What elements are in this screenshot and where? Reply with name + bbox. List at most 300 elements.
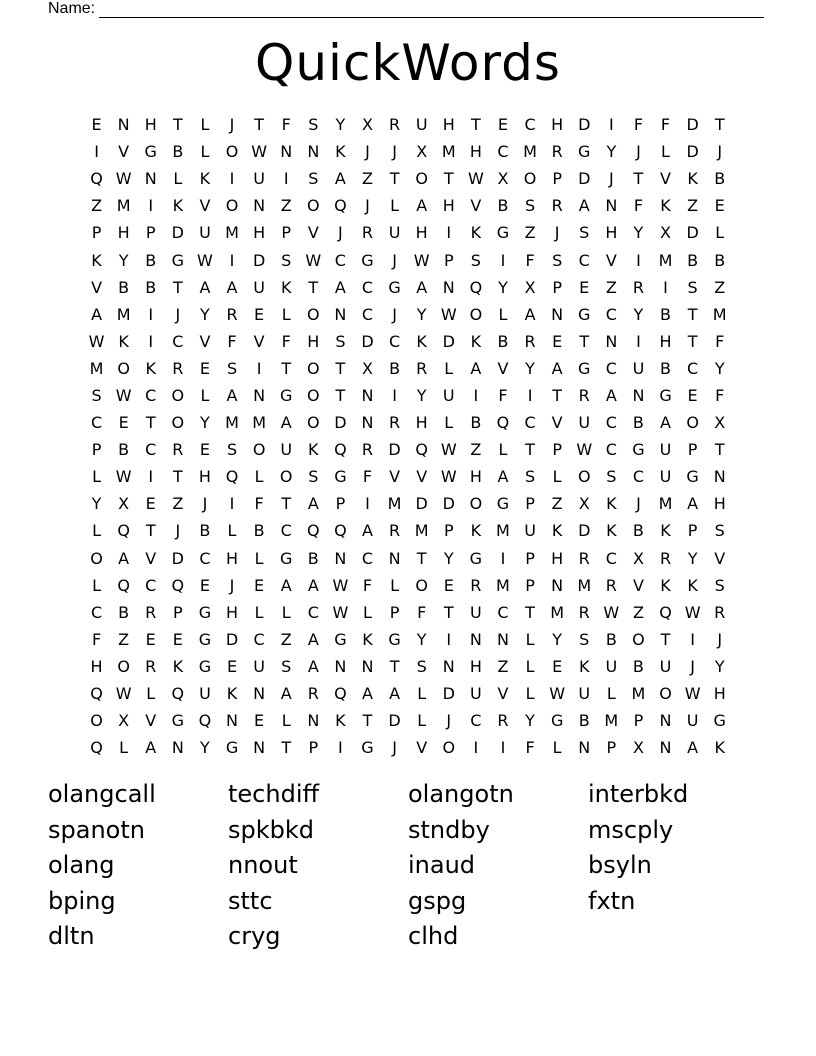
word-list-item: inaud xyxy=(408,851,476,879)
grid-letter: R xyxy=(497,711,509,731)
grid-letter: Z xyxy=(605,277,617,297)
grid-letter: P xyxy=(552,169,562,189)
grid-letter: P xyxy=(552,277,562,297)
grid-letter: M xyxy=(577,575,592,595)
grid-letter: O xyxy=(225,196,239,216)
grid-letter: N xyxy=(144,169,157,189)
grid-letter: F xyxy=(715,385,725,405)
grid-letter: V xyxy=(551,413,563,433)
grid-letter: E xyxy=(687,385,698,405)
grid-letter: I xyxy=(446,629,452,649)
grid-letter: K xyxy=(118,331,129,351)
grid-letter: R xyxy=(172,358,184,378)
grid-letter: H xyxy=(551,548,564,568)
word-list-item: gspg xyxy=(408,886,467,915)
grid-letter: W xyxy=(115,385,132,405)
grid-letter: Y xyxy=(633,304,644,324)
grid-letter: T xyxy=(443,169,454,189)
grid-letter: D xyxy=(171,548,184,568)
grid-letter: D xyxy=(225,629,239,649)
grid-letter: J xyxy=(365,196,370,216)
grid-letter: D xyxy=(442,684,455,704)
grid-letter: R xyxy=(524,331,536,351)
grid-letter: L xyxy=(200,115,210,135)
grid-letter: S xyxy=(226,440,238,460)
word-list-item: nnout xyxy=(228,851,298,879)
grid-letter: Y xyxy=(416,629,427,649)
grid-letter: C xyxy=(90,602,103,622)
grid-letter: K xyxy=(199,169,211,189)
grid-letter: T xyxy=(172,115,183,135)
grid-letter: I xyxy=(365,494,370,514)
grid-letter: U xyxy=(253,656,265,676)
grid-letter: D xyxy=(171,223,184,243)
grid-letter: B xyxy=(253,521,265,541)
grid-letter: C xyxy=(90,413,103,433)
grid-letter: I xyxy=(338,738,343,758)
grid-letter: I xyxy=(229,250,235,270)
grid-letter: W xyxy=(549,684,566,704)
grid-letter: Y xyxy=(335,115,346,135)
grid-letter: K xyxy=(280,277,292,297)
grid-letter: M xyxy=(225,223,239,243)
grid-letter: M xyxy=(631,684,646,704)
grid-letter: M xyxy=(116,304,131,324)
grid-letter: R xyxy=(578,548,590,568)
grid-letter: I xyxy=(608,115,614,135)
grid-letter: T xyxy=(525,440,535,460)
grid-letter: G xyxy=(713,711,726,731)
grid-letter: N xyxy=(334,548,347,568)
grid-letter: Y xyxy=(525,358,535,378)
grid-letter: F xyxy=(362,467,373,487)
grid-letter: C xyxy=(524,115,536,135)
grid-letter: D xyxy=(686,142,699,162)
grid-letter: W xyxy=(88,331,105,351)
grid-letter: G xyxy=(659,385,672,405)
grid-letter: V xyxy=(199,196,211,216)
grid-letter: C xyxy=(172,331,184,351)
grid-letter: F xyxy=(227,331,237,351)
grid-letter: X xyxy=(660,223,671,243)
grid-letter: G xyxy=(361,250,374,270)
grid-letter: F xyxy=(633,115,644,135)
word-list-item: mscply xyxy=(588,815,674,844)
grid-letter: K xyxy=(335,711,346,731)
grid-letter: T xyxy=(389,656,400,676)
grid-letter: L xyxy=(444,358,454,378)
grid-letter: A xyxy=(578,196,590,216)
grid-letter: W xyxy=(440,467,457,487)
grid-letter: Y xyxy=(118,250,129,270)
grid-letter: J xyxy=(392,250,397,270)
grid-letter: Y xyxy=(200,304,210,324)
grid-letter: H xyxy=(551,115,564,135)
grid-letter: K xyxy=(470,521,482,541)
grid-letter: U xyxy=(442,385,455,405)
grid-letter: Q xyxy=(198,711,212,731)
grid-letter: L xyxy=(254,548,264,568)
word-list-item: bsyln xyxy=(588,851,652,879)
grid-letter: K xyxy=(335,142,346,162)
grid-letter: L xyxy=(417,684,427,704)
grid-letter: S xyxy=(308,115,319,135)
grid-letter: K xyxy=(416,331,427,351)
grid-letter: D xyxy=(578,169,591,189)
grid-letter: O xyxy=(279,467,293,487)
grid-letter: Z xyxy=(172,494,184,514)
grid-letter: V xyxy=(307,223,319,243)
grid-letter: B xyxy=(660,304,671,324)
grid-letter: H xyxy=(307,331,320,351)
grid-letter: H xyxy=(713,494,726,514)
grid-letter: B xyxy=(199,521,211,541)
grid-letter: A xyxy=(416,277,428,297)
grid-letter: O xyxy=(307,304,320,324)
grid-letter: K xyxy=(91,250,102,270)
grid-letter: Z xyxy=(524,223,536,243)
grid-letter: V xyxy=(145,711,157,731)
grid-letter: O xyxy=(225,142,239,162)
grid-letter: L xyxy=(525,656,535,676)
grid-letter: Z xyxy=(91,196,103,216)
grid-letter: C xyxy=(307,602,319,622)
grid-letter: I xyxy=(148,304,154,324)
grid-letter: O xyxy=(415,169,428,189)
grid-letter: W xyxy=(684,684,701,704)
grid-letter: Y xyxy=(714,656,725,676)
grid-letter: T xyxy=(172,277,183,297)
grid-letter: L xyxy=(254,467,264,487)
grid-letter: N xyxy=(361,413,374,433)
grid-letter: C xyxy=(687,358,699,378)
grid-letter: L xyxy=(200,385,210,405)
grid-letter: P xyxy=(173,602,183,622)
grid-letter: U xyxy=(632,358,645,378)
grid-letter: C xyxy=(605,440,617,460)
grid-letter: M xyxy=(658,250,673,270)
grid-letter: C xyxy=(280,521,292,541)
grid-letter: L xyxy=(227,521,237,541)
word-list-item: olangotn xyxy=(408,780,514,808)
grid-letter: T xyxy=(281,358,292,378)
grid-letter: N xyxy=(171,738,184,758)
grid-letter: I xyxy=(690,629,695,649)
grid-letter: B xyxy=(632,656,644,676)
grid-letter: R xyxy=(145,656,157,676)
grid-letter: N xyxy=(659,738,672,758)
grid-letter: P xyxy=(552,440,562,460)
grid-letter: L xyxy=(715,223,725,243)
grid-letter: V xyxy=(118,142,130,162)
grid-letter: S xyxy=(416,656,427,676)
grid-letter: Z xyxy=(280,196,292,216)
grid-letter: R xyxy=(389,115,401,135)
grid-letter: M xyxy=(387,494,402,514)
grid-letter: E xyxy=(497,115,508,135)
grid-letter: N xyxy=(551,575,564,595)
grid-letter: X xyxy=(497,169,509,189)
grid-letter: K xyxy=(362,629,373,649)
grid-letter: C xyxy=(334,250,346,270)
grid-letter: X xyxy=(362,358,373,378)
grid-letter: J xyxy=(175,304,181,324)
grid-letter: R xyxy=(361,223,374,243)
grid-letter: M xyxy=(523,142,537,162)
grid-letter: R xyxy=(470,575,482,595)
grid-letter: C xyxy=(605,358,617,378)
grid-letter: F xyxy=(417,602,427,622)
grid-letter: K xyxy=(226,684,238,704)
grid-letter: J xyxy=(554,223,560,243)
grid-letter: E xyxy=(199,358,210,378)
grid-letter: X xyxy=(362,115,373,135)
grid-letter: K xyxy=(714,738,725,758)
grid-letter: W xyxy=(115,684,132,704)
grid-letter: W xyxy=(115,467,132,487)
grid-letter: I xyxy=(229,169,235,189)
grid-letter: F xyxy=(633,196,644,216)
grid-letter: A xyxy=(307,575,319,595)
grid-letter: R xyxy=(145,602,157,622)
grid-letter: M xyxy=(712,304,727,324)
grid-letter: F xyxy=(91,629,102,649)
grid-letter: K xyxy=(606,521,617,541)
grid-letter: S xyxy=(714,521,725,541)
grid-letter: A xyxy=(334,169,346,189)
grid-letter: L xyxy=(661,142,670,162)
grid-letter: S xyxy=(91,385,102,405)
grid-letter: L xyxy=(552,467,562,487)
grid-letter: U xyxy=(578,684,591,704)
word-list-item: sttc xyxy=(228,886,273,915)
grid-letter: T xyxy=(470,115,481,135)
grid-letter: X xyxy=(632,738,644,758)
grid-letter: I xyxy=(527,385,533,405)
grid-letter: W xyxy=(467,169,484,189)
grid-letter: W xyxy=(251,142,268,162)
grid-letter: J xyxy=(202,494,208,514)
grid-letter: N xyxy=(253,738,266,758)
grid-letter: L xyxy=(92,521,101,541)
grid-letter: V xyxy=(416,467,428,487)
grid-letter: O xyxy=(686,413,699,433)
grid-letter: R xyxy=(578,602,590,622)
grid-letter: T xyxy=(281,738,292,758)
grid-letter: L xyxy=(146,684,156,704)
grid-letter: J xyxy=(392,738,397,758)
grid-letter: J xyxy=(392,304,397,324)
grid-letter: E xyxy=(226,656,238,676)
grid-letter: B xyxy=(578,711,590,731)
grid-letter: I xyxy=(500,250,506,270)
grid-letter: B xyxy=(118,440,130,460)
grid-letter: Q xyxy=(90,738,103,758)
grid-letter: Y xyxy=(443,548,454,568)
grid-letter: O xyxy=(307,196,320,216)
grid-letter: V xyxy=(199,331,211,351)
word-list-item: olangcall xyxy=(48,780,156,808)
grid-letter: Q xyxy=(117,521,130,541)
grid-letter: O xyxy=(117,656,130,676)
grid-letter: T xyxy=(714,115,725,135)
grid-letter: A xyxy=(307,494,319,514)
word-list-item: stndby xyxy=(408,815,490,844)
grid-letter: A xyxy=(362,684,373,704)
word-list-item: spkbkd xyxy=(228,815,315,844)
grid-letter: G xyxy=(632,440,645,460)
word-list xyxy=(48,780,768,958)
grid-letter: G xyxy=(280,385,293,405)
grid-letter: U xyxy=(280,440,293,460)
grid-letter: Y xyxy=(416,385,427,405)
grid-letter: N xyxy=(388,548,401,568)
grid-letter: D xyxy=(686,115,699,135)
grid-letter: R xyxy=(578,385,590,405)
grid-letter: T xyxy=(308,277,319,297)
grid-letter: P xyxy=(525,548,535,568)
grid-letter: S xyxy=(281,250,292,270)
grid-letter: F xyxy=(715,331,725,351)
grid-letter: O xyxy=(90,548,103,568)
grid-letter: Z xyxy=(118,629,130,649)
grid-letter: G xyxy=(198,602,212,622)
grid-letter: D xyxy=(415,494,428,514)
grid-letter: R xyxy=(551,196,563,216)
word-list-item: olang xyxy=(48,851,115,879)
grid-letter: O xyxy=(469,304,483,324)
grid-letter: W xyxy=(440,304,457,324)
grid-letter: K xyxy=(172,196,184,216)
grid-letter: H xyxy=(226,602,239,622)
grid-letter: E xyxy=(552,331,563,351)
grid-letter: H xyxy=(144,115,157,135)
grid-letter: A xyxy=(280,413,292,433)
grid-letter: C xyxy=(361,277,374,297)
grid-letter: H xyxy=(226,548,239,568)
grid-letter: L xyxy=(92,575,101,595)
grid-letter: B xyxy=(118,602,130,622)
grid-letter: D xyxy=(442,494,455,514)
grid-letter: Y xyxy=(687,548,698,568)
grid-letter: E xyxy=(145,494,156,514)
grid-letter: U xyxy=(253,169,265,189)
name-line[interactable] xyxy=(99,2,764,18)
grid-letter: U xyxy=(686,711,699,731)
grid-letter: G xyxy=(334,467,347,487)
grid-letter: F xyxy=(281,115,291,135)
grid-letter: F xyxy=(254,494,264,514)
grid-letter: W xyxy=(440,440,457,460)
grid-letter: R xyxy=(551,142,563,162)
grid-letter: P xyxy=(525,575,535,595)
grid-letter: L xyxy=(525,629,535,649)
grid-letter: T xyxy=(552,385,563,405)
grid-letter: C xyxy=(145,575,157,595)
grid-letter: M xyxy=(225,413,239,433)
grid-letter: N xyxy=(713,467,726,487)
grid-letter: I xyxy=(94,142,99,162)
word-list-item: techdiff xyxy=(228,780,320,808)
grid-letter: O xyxy=(90,711,103,731)
grid-letter: T xyxy=(145,521,156,541)
grid-letter: Q xyxy=(171,575,185,595)
grid-letter: I xyxy=(148,467,154,487)
grid-letter: E xyxy=(172,629,183,649)
grid-letter: H xyxy=(117,223,130,243)
grid-letter: T xyxy=(714,440,725,460)
grid-letter: B xyxy=(714,250,726,270)
grid-letter: Z xyxy=(470,440,482,460)
grid-letter: N xyxy=(307,142,320,162)
grid-letter: M xyxy=(252,413,267,433)
grid-letter: S xyxy=(524,467,536,487)
grid-letter: J xyxy=(608,169,614,189)
grid-letter: N xyxy=(605,331,618,351)
grid-letter: S xyxy=(226,358,238,378)
grid-letter: K xyxy=(470,331,482,351)
grid-letter: P xyxy=(281,223,292,243)
grid-letter: P xyxy=(443,250,454,270)
grid-letter: N xyxy=(334,656,347,676)
grid-letter: Y xyxy=(714,358,725,378)
grid-letter: Q xyxy=(334,684,347,704)
grid-letter: Y xyxy=(498,277,508,297)
grid-letter: U xyxy=(388,223,401,243)
grid-letter: G xyxy=(361,738,374,758)
grid-letter: N xyxy=(307,711,320,731)
grid-letter: Q xyxy=(117,575,130,595)
grid-letter: G xyxy=(496,223,510,243)
grid-letter: V xyxy=(497,684,509,704)
grid-letter: B xyxy=(172,142,184,162)
grid-letter: I xyxy=(636,331,641,351)
grid-letter: S xyxy=(687,277,698,297)
grid-letter: N xyxy=(253,684,266,704)
grid-letter: L xyxy=(363,602,372,622)
grid-letter: S xyxy=(552,250,563,270)
grid-letter: Q xyxy=(659,602,672,622)
grid-letter: A xyxy=(334,277,346,297)
grid-letter: U xyxy=(524,521,536,541)
grid-letter: T xyxy=(362,711,373,731)
grid-letter: N xyxy=(280,142,293,162)
grid-letter: R xyxy=(416,358,428,378)
grid-letter: P xyxy=(91,440,102,460)
grid-letter: D xyxy=(388,440,401,460)
grid-letter: C xyxy=(199,548,211,568)
grid-letter: J xyxy=(175,521,181,541)
grid-letter: H xyxy=(442,196,455,216)
grid-letter: O xyxy=(442,738,456,758)
grid-letter: V xyxy=(253,331,265,351)
grid-letter: G xyxy=(171,711,185,731)
grid-letter: H xyxy=(198,467,211,487)
grid-letter: E xyxy=(199,575,210,595)
grid-letter: X xyxy=(578,494,590,514)
name-field[interactable] xyxy=(48,0,764,18)
grid-letter: J xyxy=(338,223,343,243)
grid-letter: I xyxy=(148,331,154,351)
grid-letter: K xyxy=(660,575,671,595)
grid-letter: S xyxy=(335,331,346,351)
grid-letter: S xyxy=(579,629,590,649)
grid-letter: V xyxy=(660,169,671,189)
grid-letter: H xyxy=(659,331,672,351)
grid-letter: K xyxy=(172,656,184,676)
grid-letter: F xyxy=(660,115,671,135)
grid-letter: V xyxy=(416,738,428,758)
